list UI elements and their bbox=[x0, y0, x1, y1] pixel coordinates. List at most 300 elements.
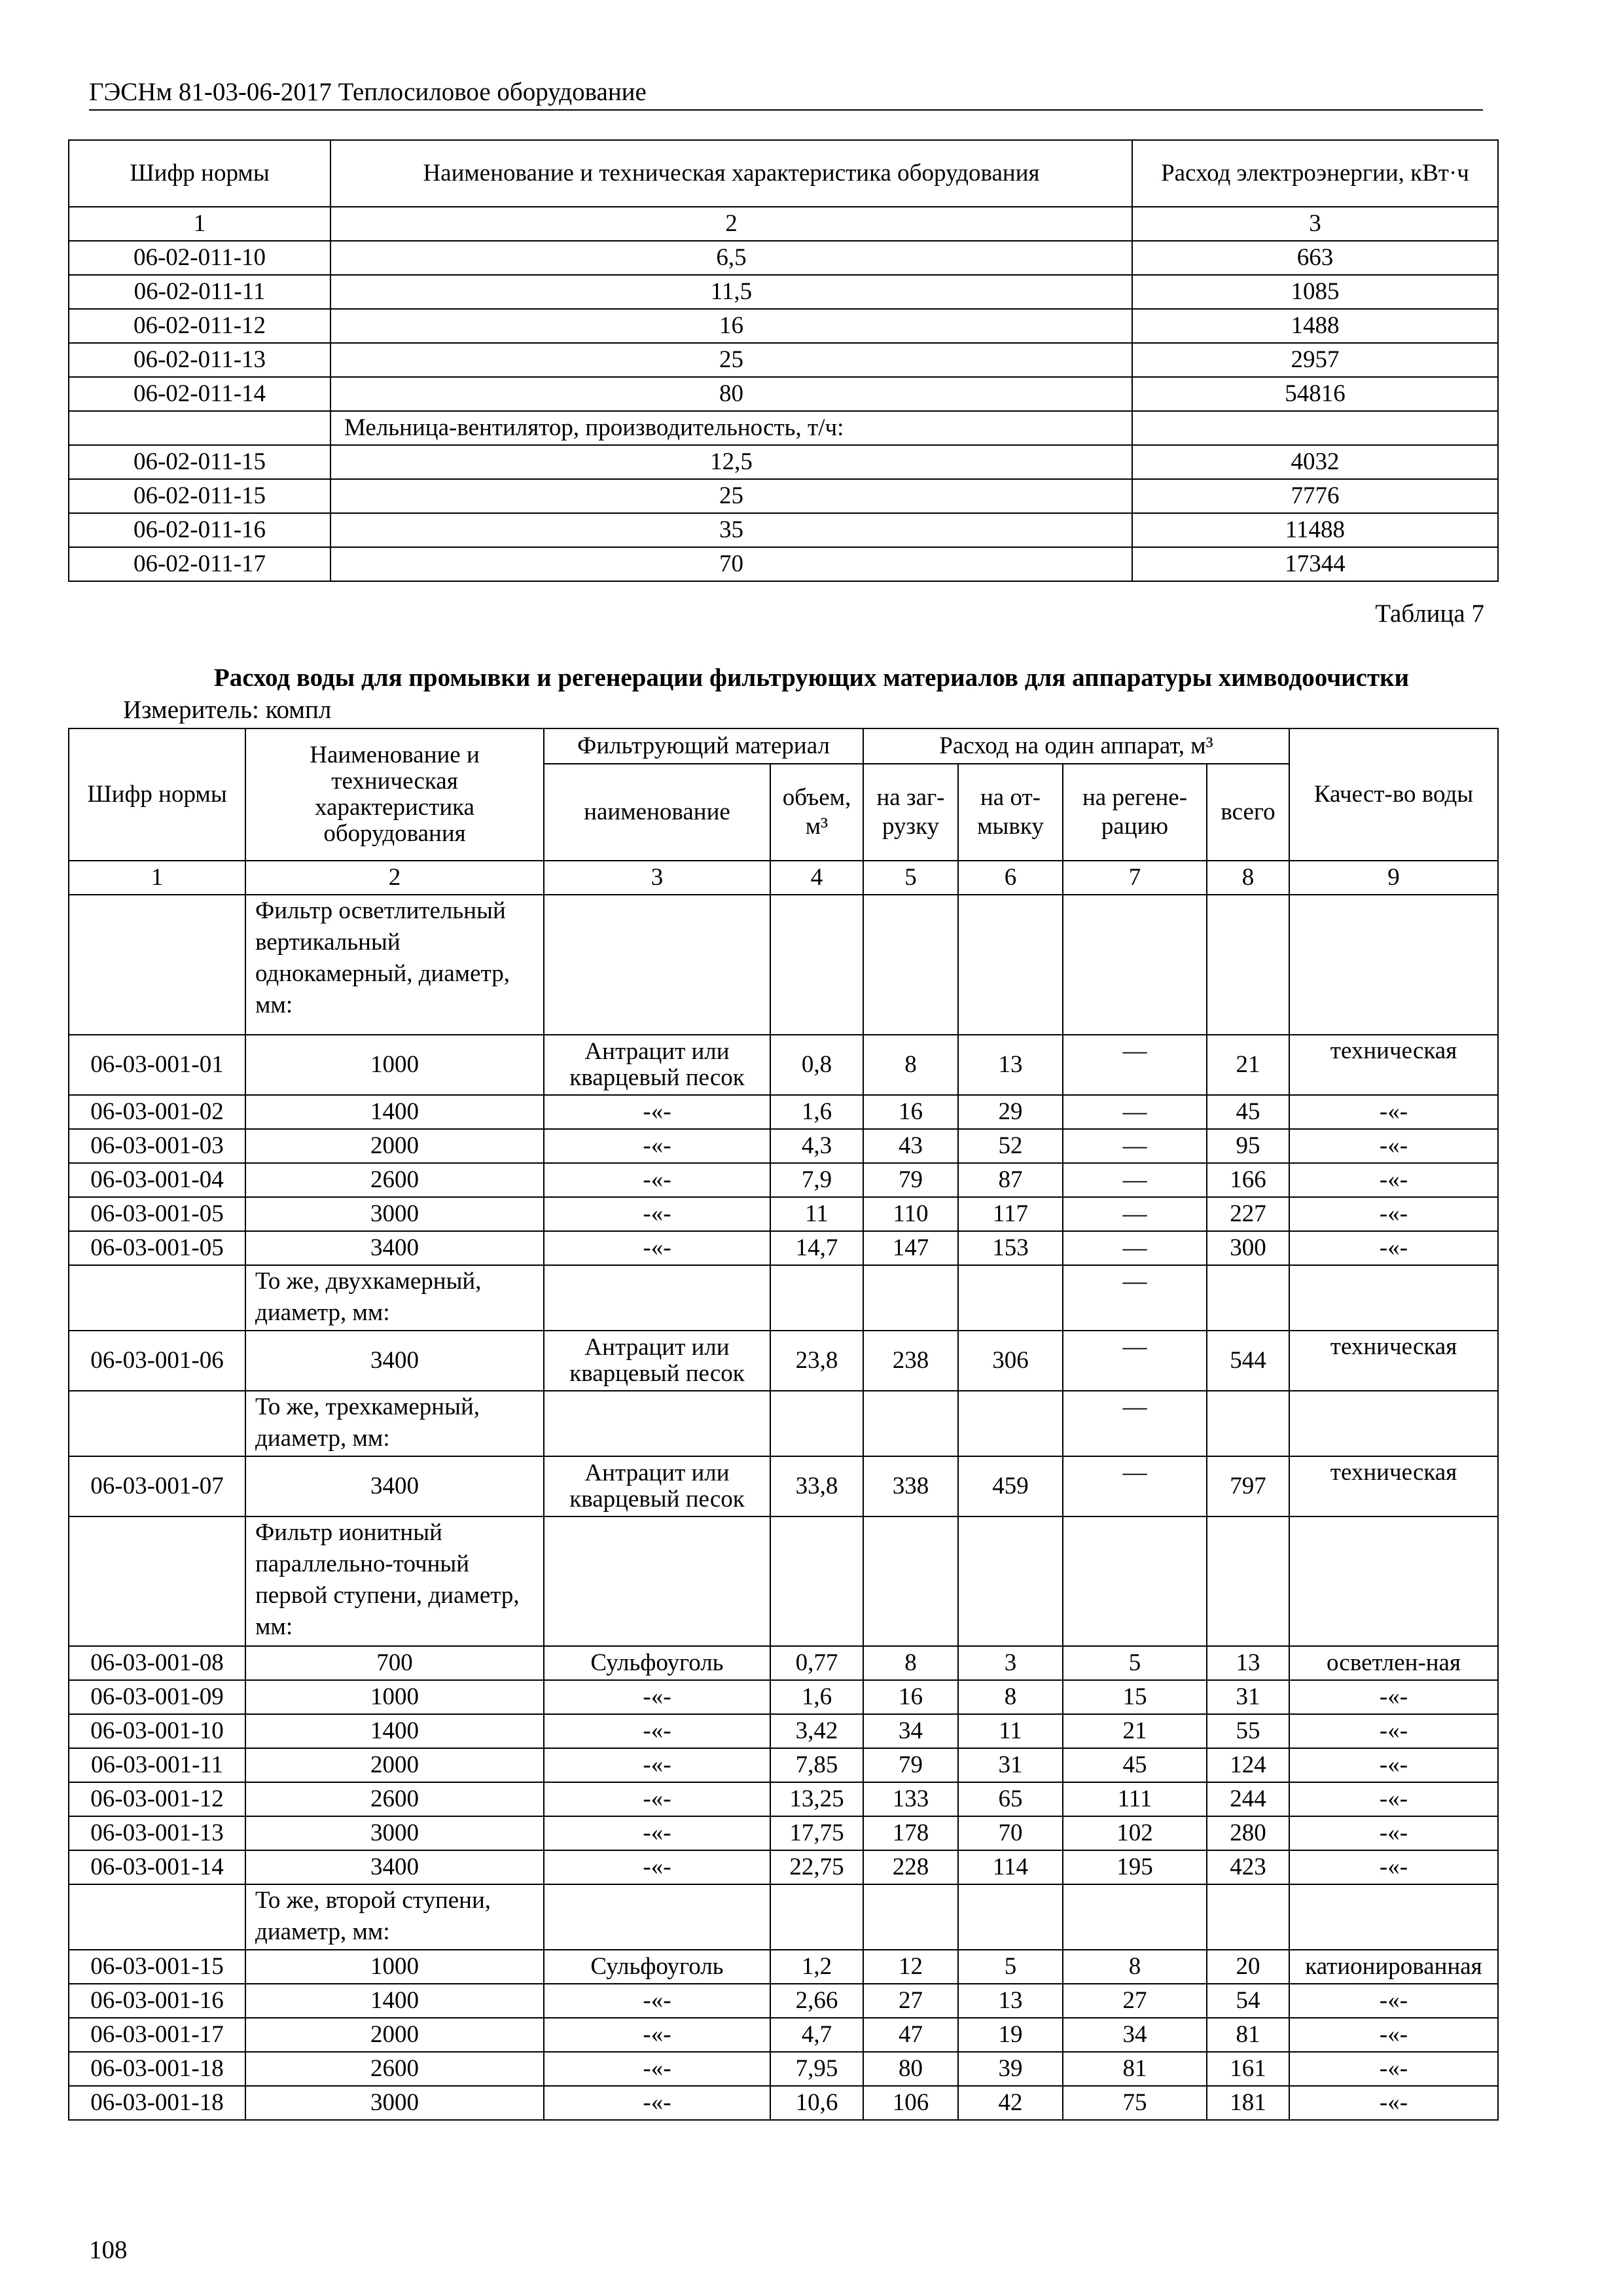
table-cell: 2600 bbox=[245, 1782, 544, 1816]
table-cell: 5 bbox=[1063, 1646, 1207, 1680]
table-cell bbox=[544, 1391, 770, 1456]
table-cell: 280 bbox=[1207, 1816, 1289, 1850]
table-cell: 81 bbox=[1207, 2018, 1289, 2052]
table-cell bbox=[1063, 1884, 1207, 1950]
table-cell: 3400 bbox=[245, 1231, 544, 1265]
table-cell: -«- bbox=[544, 1782, 770, 1816]
table-cell bbox=[1289, 1265, 1498, 1331]
table-cell: 29 bbox=[958, 1095, 1063, 1129]
table-cell: 13 bbox=[958, 1035, 1063, 1095]
table-cell bbox=[958, 895, 1063, 1035]
group-title-row bbox=[69, 1884, 1498, 1950]
table-row bbox=[69, 445, 1498, 479]
table-cell: 228 bbox=[863, 1850, 958, 1884]
table-cell: 27 bbox=[1063, 1984, 1207, 2018]
table-cell: 34 bbox=[1063, 2018, 1207, 2052]
table-cell bbox=[863, 1884, 958, 1950]
table-unit: Измеритель: компл bbox=[123, 696, 332, 724]
table-cell: 2600 bbox=[245, 1163, 544, 1197]
table-cell: 06-03-001-01 bbox=[69, 1035, 245, 1095]
table-cell bbox=[544, 1265, 770, 1331]
table-row bbox=[69, 547, 1498, 581]
table-cell: 35 bbox=[330, 513, 1132, 547]
header-washing: на от-мывку bbox=[958, 764, 1063, 861]
table-row bbox=[69, 2052, 1498, 2086]
table-cell: 1,6 bbox=[770, 1680, 863, 1714]
table-cell: техническая bbox=[1289, 1035, 1498, 1095]
table-cell: 300 bbox=[1207, 1231, 1289, 1265]
table-row bbox=[69, 1714, 1498, 1748]
column-number: 2 bbox=[330, 207, 1132, 241]
table-cell: -«- bbox=[544, 1984, 770, 2018]
table-cell: 15 bbox=[1063, 1680, 1207, 1714]
column-number: 4 bbox=[770, 861, 863, 895]
table-cell: 95 bbox=[1207, 1129, 1289, 1163]
table-cell: 81 bbox=[1063, 2052, 1207, 2086]
table-row bbox=[69, 1782, 1498, 1816]
table-cell bbox=[1207, 1516, 1289, 1646]
table-cell: -«- bbox=[1289, 1816, 1498, 1850]
table-cell: 06-03-001-07 bbox=[69, 1456, 245, 1516]
table-cell: 459 bbox=[958, 1456, 1063, 1516]
table-cell: 102 bbox=[1063, 1816, 1207, 1850]
table-cell bbox=[863, 1265, 958, 1331]
table-cell: 195 bbox=[1063, 1850, 1207, 1884]
table-cell bbox=[1132, 411, 1498, 445]
table-cell: -«- bbox=[544, 1095, 770, 1129]
column-number: 8 bbox=[1207, 861, 1289, 895]
column-number: 5 bbox=[863, 861, 958, 895]
column-number: 1 bbox=[69, 207, 330, 241]
table-cell: 7,95 bbox=[770, 2052, 863, 2086]
table-title: Расход воды для промывки и регенерации фильтрующих материалов для аппаратуры химводоочистки bbox=[213, 664, 1410, 692]
table-cell: -«- bbox=[544, 2052, 770, 2086]
table-cell: 2000 bbox=[245, 2018, 544, 2052]
table-cell: 7,85 bbox=[770, 1748, 863, 1782]
table-cell: 06-03-001-04 bbox=[69, 1163, 245, 1197]
table-cell: — bbox=[1063, 1265, 1207, 1331]
table-cell bbox=[1207, 895, 1289, 1035]
table-cell: 79 bbox=[863, 1163, 958, 1197]
table-cell: 338 bbox=[863, 1456, 958, 1516]
table-row bbox=[69, 241, 1498, 275]
table-cell bbox=[958, 1265, 1063, 1331]
table-cell: 6,5 bbox=[330, 241, 1132, 275]
table-cell: 1488 bbox=[1132, 309, 1498, 343]
running-header: ГЭСНм 81-03-06-2017 Теплосиловое оборудование bbox=[89, 78, 647, 106]
table-label: Таблица 7 bbox=[1375, 600, 1484, 628]
table-cell bbox=[958, 1391, 1063, 1456]
table-cell bbox=[544, 1884, 770, 1950]
table-cell: Антрацит или кварцевый песок bbox=[544, 1456, 770, 1516]
column-header: Наименование и техническая характеристика оборудования bbox=[330, 140, 1132, 207]
table-cell: 43 bbox=[863, 1129, 958, 1163]
table-cell: 1400 bbox=[245, 1095, 544, 1129]
table-cell: 16 bbox=[863, 1680, 958, 1714]
column-number-row bbox=[69, 861, 1498, 895]
table-cell bbox=[544, 895, 770, 1035]
table-cell: 11 bbox=[770, 1197, 863, 1231]
table-cell bbox=[69, 1516, 245, 1646]
table-cell: 06-02-011-15 bbox=[69, 445, 330, 479]
table-cell: -«- bbox=[1289, 2052, 1498, 2086]
table-row bbox=[69, 1850, 1498, 1884]
table-cell: Сульфоуголь bbox=[544, 1646, 770, 1680]
table-cell: -«- bbox=[544, 1129, 770, 1163]
table-cell bbox=[958, 1516, 1063, 1646]
column-number: 3 bbox=[1132, 207, 1498, 241]
table-cell: 06-03-001-05 bbox=[69, 1197, 245, 1231]
header-water-quality: Качест-во воды bbox=[1289, 728, 1498, 861]
table-row bbox=[69, 1646, 1498, 1680]
table-cell: 19 bbox=[958, 2018, 1063, 2052]
table-cell: 20 bbox=[1207, 1950, 1289, 1984]
table-cell: 124 bbox=[1207, 1748, 1289, 1782]
table-cell: техническая bbox=[1289, 1331, 1498, 1391]
group-title: Фильтр осветлительный вертикальный однокамерный, диаметр, мм: bbox=[245, 895, 544, 1035]
table-cell bbox=[770, 1884, 863, 1950]
table-cell: 06-02-011-15 bbox=[69, 479, 330, 513]
table-cell: 161 bbox=[1207, 2052, 1289, 2086]
table-row bbox=[69, 1816, 1498, 1850]
table-cell bbox=[863, 1516, 958, 1646]
table-cell: 17344 bbox=[1132, 547, 1498, 581]
table-cell: 4,3 bbox=[770, 1129, 863, 1163]
group-title: То же, трехкамерный, диаметр, мм: bbox=[245, 1391, 544, 1456]
table-cell: 8 bbox=[958, 1680, 1063, 1714]
table-cell: 13 bbox=[958, 1984, 1063, 2018]
table-cell: 227 bbox=[1207, 1197, 1289, 1231]
table-cell: 31 bbox=[1207, 1680, 1289, 1714]
table-cell bbox=[544, 1516, 770, 1646]
table-cell: 06-03-001-13 bbox=[69, 1816, 245, 1850]
table-cell: -«- bbox=[544, 1850, 770, 1884]
table-cell bbox=[1289, 1884, 1498, 1950]
table-cell: 2000 bbox=[245, 1748, 544, 1782]
table-cell: 797 bbox=[1207, 1456, 1289, 1516]
table-cell bbox=[770, 1391, 863, 1456]
table-cell: 0,77 bbox=[770, 1646, 863, 1680]
table-cell: 34 bbox=[863, 1714, 958, 1748]
table-cell: -«- bbox=[544, 1816, 770, 1850]
table-cell: -«- bbox=[1289, 1129, 1498, 1163]
table-cell: -«- bbox=[1289, 1231, 1498, 1265]
table-cell: 27 bbox=[863, 1984, 958, 2018]
table-cell: 133 bbox=[863, 1782, 958, 1816]
table-cell: 21 bbox=[1063, 1714, 1207, 1748]
table-cell: Антрацит или кварцевый песок bbox=[544, 1331, 770, 1391]
table-cell: 1085 bbox=[1132, 275, 1498, 309]
column-number: 6 bbox=[958, 861, 1063, 895]
table-cell: — bbox=[1063, 1331, 1207, 1391]
table-cell: 3400 bbox=[245, 1456, 544, 1516]
table-cell: осветлен-ная bbox=[1289, 1646, 1498, 1680]
table-cell: 45 bbox=[1207, 1095, 1289, 1129]
table-cell: 12 bbox=[863, 1950, 958, 1984]
table-cell: 80 bbox=[863, 2052, 958, 2086]
table-cell: 4032 bbox=[1132, 445, 1498, 479]
table-cell: 21 bbox=[1207, 1035, 1289, 1095]
table-cell bbox=[1289, 1516, 1498, 1646]
table-cell: 1000 bbox=[245, 1950, 544, 1984]
table-cell: 8 bbox=[863, 1646, 958, 1680]
table-cell bbox=[69, 895, 245, 1035]
table-cell bbox=[770, 1265, 863, 1331]
table-cell: 06-03-001-16 bbox=[69, 1984, 245, 2018]
table-cell: -«- bbox=[544, 1680, 770, 1714]
table-cell bbox=[863, 1391, 958, 1456]
column-header: Расход электроэнергии, кВт·ч bbox=[1132, 140, 1498, 207]
table-cell: 5 bbox=[958, 1950, 1063, 1984]
table-cell: 1,2 bbox=[770, 1950, 863, 1984]
table-cell: 147 bbox=[863, 1231, 958, 1265]
table-cell: 06-03-001-02 bbox=[69, 1095, 245, 1129]
table-cell: 3400 bbox=[245, 1331, 544, 1391]
table-row bbox=[69, 275, 1498, 309]
table-cell: 3000 bbox=[245, 1197, 544, 1231]
group-title: То же, второй ступени, диаметр, мм: bbox=[245, 1884, 544, 1950]
table-cell: 2000 bbox=[245, 1129, 544, 1163]
table-cell: 06-03-001-14 bbox=[69, 1850, 245, 1884]
table-cell: 06-03-001-10 bbox=[69, 1714, 245, 1748]
table-row bbox=[69, 1331, 1498, 1391]
table-cell: Антрацит или кварцевый песок bbox=[544, 1035, 770, 1095]
header-material-name: наименование bbox=[544, 764, 770, 861]
table-cell: -«- bbox=[1289, 1782, 1498, 1816]
table-cell: — bbox=[1063, 1129, 1207, 1163]
table-cell: 238 bbox=[863, 1331, 958, 1391]
table-cell: 106 bbox=[863, 2086, 958, 2120]
table-row bbox=[69, 2086, 1498, 2120]
table-cell: 0,8 bbox=[770, 1035, 863, 1095]
table-cell: 06-02-011-13 bbox=[69, 343, 330, 377]
table-cell: 06-03-001-15 bbox=[69, 1950, 245, 1984]
table-row bbox=[69, 309, 1498, 343]
header-flow: Расход на один аппарат, м³ bbox=[863, 728, 1289, 764]
table-cell: 1000 bbox=[245, 1035, 544, 1095]
table-cell: 42 bbox=[958, 2086, 1063, 2120]
table-cell: 12,5 bbox=[330, 445, 1132, 479]
subheading: Мельница-вентилятор, производительность, т/ч: bbox=[330, 411, 1132, 445]
table-cell: -«- bbox=[544, 1197, 770, 1231]
table-cell: 31 bbox=[958, 1748, 1063, 1782]
table-cell: 3 bbox=[958, 1646, 1063, 1680]
table-cell: 45 bbox=[1063, 1748, 1207, 1782]
table-cell: 06-02-011-11 bbox=[69, 275, 330, 309]
table-cell bbox=[69, 1884, 245, 1950]
table-cell: -«- bbox=[544, 2018, 770, 2052]
table-cell bbox=[1289, 1391, 1498, 1456]
table-cell: 3400 bbox=[245, 1850, 544, 1884]
table-cell: -«- bbox=[544, 1714, 770, 1748]
table-cell: 06-02-011-12 bbox=[69, 309, 330, 343]
table-row bbox=[69, 1035, 1498, 1095]
header-loading: на заг-рузку bbox=[863, 764, 958, 861]
table-row bbox=[69, 1950, 1498, 1984]
table-cell: 423 bbox=[1207, 1850, 1289, 1884]
table-cell: 700 bbox=[245, 1646, 544, 1680]
table-cell bbox=[69, 411, 330, 445]
table-cell: — bbox=[1063, 1197, 1207, 1231]
header-total: всего bbox=[1207, 764, 1289, 861]
table-cell: 114 bbox=[958, 1850, 1063, 1884]
column-number: 2 bbox=[245, 861, 544, 895]
table-cell: 06-03-001-03 bbox=[69, 1129, 245, 1163]
table-cell: 16 bbox=[330, 309, 1132, 343]
table-cell: 25 bbox=[330, 343, 1132, 377]
column-number: 3 bbox=[544, 861, 770, 895]
table-cell: 2957 bbox=[1132, 343, 1498, 377]
table-cell: 181 bbox=[1207, 2086, 1289, 2120]
table-cell: 11 bbox=[958, 1714, 1063, 1748]
table-cell: 11488 bbox=[1132, 513, 1498, 547]
table-cell: 06-03-001-18 bbox=[69, 2052, 245, 2086]
group-title: То же, двухкамерный, диаметр, мм: bbox=[245, 1265, 544, 1331]
table-cell: 13 bbox=[1207, 1646, 1289, 1680]
group-title-row bbox=[69, 895, 1498, 1035]
table-cell: 178 bbox=[863, 1816, 958, 1850]
table-cell: 8 bbox=[863, 1035, 958, 1095]
table-cell: 14,7 bbox=[770, 1231, 863, 1265]
table-cell: 47 bbox=[863, 2018, 958, 2052]
table-cell: 7,9 bbox=[770, 1163, 863, 1197]
table-row bbox=[69, 1197, 1498, 1231]
table-cell: 65 bbox=[958, 1782, 1063, 1816]
table-cell bbox=[1063, 895, 1207, 1035]
table-cell: — bbox=[1063, 1035, 1207, 1095]
table-cell: 244 bbox=[1207, 1782, 1289, 1816]
table-row bbox=[69, 1748, 1498, 1782]
subheading-row bbox=[69, 411, 1498, 445]
table-cell: 06-02-011-14 bbox=[69, 377, 330, 411]
table-row bbox=[69, 479, 1498, 513]
column-header: Шифр нормы bbox=[69, 140, 330, 207]
table-cell: 55 bbox=[1207, 1714, 1289, 1748]
table-cell bbox=[1207, 1391, 1289, 1456]
table-cell: 80 bbox=[330, 377, 1132, 411]
table-cell: 13,25 bbox=[770, 1782, 863, 1816]
table-cell: 306 bbox=[958, 1331, 1063, 1391]
table-cell: 75 bbox=[1063, 2086, 1207, 2120]
header-volume: объем, м³ bbox=[770, 764, 863, 861]
table-cell: 06-03-001-05 bbox=[69, 1231, 245, 1265]
column-number-row bbox=[69, 207, 1498, 241]
table-row bbox=[69, 2018, 1498, 2052]
table-cell: -«- bbox=[544, 1231, 770, 1265]
table-cell: 1,6 bbox=[770, 1095, 863, 1129]
group-title-row bbox=[69, 1516, 1498, 1646]
table-cell: -«- bbox=[1289, 1748, 1498, 1782]
table-cell: 06-03-001-18 bbox=[69, 2086, 245, 2120]
table-row bbox=[69, 1163, 1498, 1197]
table-cell: Сульфоуголь bbox=[544, 1950, 770, 1984]
table-cell: -«- bbox=[544, 1163, 770, 1197]
header-regeneration: на регене-рацию bbox=[1063, 764, 1207, 861]
table-cell: -«- bbox=[1289, 1984, 1498, 2018]
column-number: 1 bbox=[69, 861, 245, 895]
table-cell: 06-03-001-11 bbox=[69, 1748, 245, 1782]
table-row bbox=[69, 343, 1498, 377]
table-cell: 16 bbox=[863, 1095, 958, 1129]
table-cell: 544 bbox=[1207, 1331, 1289, 1391]
table-row bbox=[69, 1456, 1498, 1516]
table-cell bbox=[1289, 895, 1498, 1035]
table-cell bbox=[69, 1391, 245, 1456]
table-cell bbox=[1207, 1265, 1289, 1331]
table-cell: 10,6 bbox=[770, 2086, 863, 2120]
table-cell: 25 bbox=[330, 479, 1132, 513]
table-cell: 166 bbox=[1207, 1163, 1289, 1197]
table-cell: 06-02-011-17 bbox=[69, 547, 330, 581]
table-cell: -«- bbox=[1289, 1714, 1498, 1748]
table-cell bbox=[770, 895, 863, 1035]
table-cell: катионированная bbox=[1289, 1950, 1498, 1984]
table-cell: техническая bbox=[1289, 1456, 1498, 1516]
table-cell: 3000 bbox=[245, 2086, 544, 2120]
column-number: 7 bbox=[1063, 861, 1207, 895]
table-cell: -«- bbox=[544, 2086, 770, 2120]
header-name: Наименование и техническая характеристика оборудования bbox=[245, 728, 544, 861]
group-title-row bbox=[69, 1391, 1498, 1456]
table-cell: 06-02-011-10 bbox=[69, 241, 330, 275]
table-cell: 39 bbox=[958, 2052, 1063, 2086]
table-row bbox=[69, 1984, 1498, 2018]
table-cell: 54816 bbox=[1132, 377, 1498, 411]
table-row bbox=[69, 513, 1498, 547]
table-cell: 663 bbox=[1132, 241, 1498, 275]
table-cell: 70 bbox=[330, 547, 1132, 581]
table-cell: 1000 bbox=[245, 1680, 544, 1714]
table-cell: — bbox=[1063, 1391, 1207, 1456]
table-cell: 06-02-011-16 bbox=[69, 513, 330, 547]
table-cell: 06-03-001-17 bbox=[69, 2018, 245, 2052]
table-cell: 111 bbox=[1063, 1782, 1207, 1816]
table-cell: 2,66 bbox=[770, 1984, 863, 2018]
table-cell: 54 bbox=[1207, 1984, 1289, 2018]
table-cell: 06-03-001-09 bbox=[69, 1680, 245, 1714]
group-title-row bbox=[69, 1265, 1498, 1331]
table-cell bbox=[1063, 1516, 1207, 1646]
table-cell: -«- bbox=[1289, 1163, 1498, 1197]
page-number: 108 bbox=[89, 2236, 128, 2264]
table-cell: — bbox=[1063, 1095, 1207, 1129]
table-cell: -«- bbox=[544, 1748, 770, 1782]
table-cell: 06-03-001-06 bbox=[69, 1331, 245, 1391]
table-cell: — bbox=[1063, 1456, 1207, 1516]
power-consumption-table bbox=[68, 139, 1499, 582]
table-cell: -«- bbox=[1289, 2018, 1498, 2052]
table-cell: 2600 bbox=[245, 2052, 544, 2086]
table-cell: 23,8 bbox=[770, 1331, 863, 1391]
table-cell: 153 bbox=[958, 1231, 1063, 1265]
group-title: Фильтр ионитный параллельно-точный первой ступени, диаметр, мм: bbox=[245, 1516, 544, 1646]
table-row bbox=[69, 1129, 1498, 1163]
water-consumption-table bbox=[68, 728, 1499, 2121]
table-header-row bbox=[69, 140, 1498, 207]
header-rule bbox=[89, 109, 1483, 111]
table-cell: 110 bbox=[863, 1197, 958, 1231]
table-cell bbox=[1207, 1884, 1289, 1950]
table-cell bbox=[958, 1884, 1063, 1950]
table-cell bbox=[69, 1265, 245, 1331]
table-cell: 4,7 bbox=[770, 2018, 863, 2052]
table-row bbox=[69, 377, 1498, 411]
table-cell bbox=[863, 895, 958, 1035]
header-filter-material: Фильтрующий материал bbox=[544, 728, 863, 764]
table-cell: 3,42 bbox=[770, 1714, 863, 1748]
table-cell: 87 bbox=[958, 1163, 1063, 1197]
table-cell: 79 bbox=[863, 1748, 958, 1782]
